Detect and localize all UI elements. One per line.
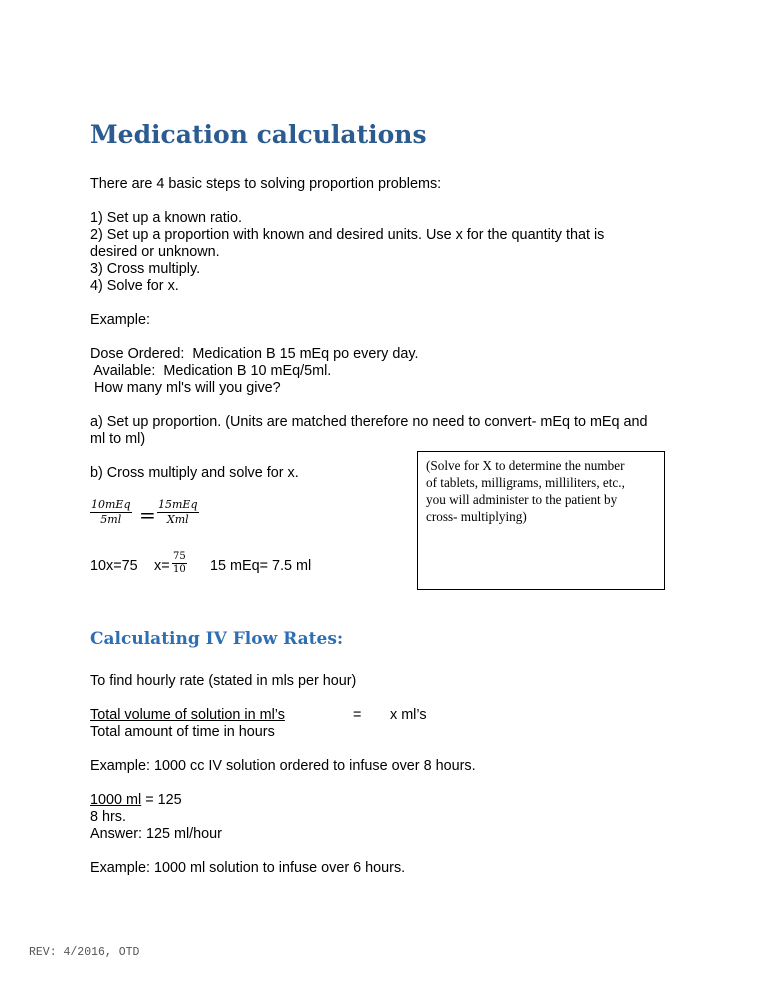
right-numerator: 15mEq: [158, 498, 198, 511]
step-a-line-1: a) Set up proportion. (Units are matched therefore no need to convert- mEq to mEq and: [90, 414, 648, 430]
note-box: [417, 451, 665, 590]
dose-question: How many ml's will you give?: [90, 380, 281, 396]
solution-result: 15 mEq= 7.5 ml: [210, 558, 312, 574]
page-title: Medication calculations: [90, 120, 427, 149]
example-2: Example: 1000 ml solution to infuse over 6 hours.: [90, 860, 406, 876]
calc-volume: 1000 ml: [90, 792, 142, 808]
note-line-1: (Solve for X to determine the number: [426, 458, 625, 473]
x-denominator: 10: [173, 564, 186, 575]
calc-line: [90, 792, 182, 809]
formula-numerator: Total volume of solution in ml’s: [90, 707, 285, 723]
example-1: Example: 1000 cc IV solution ordered to infuse over 8 hours.: [90, 758, 476, 774]
right-denominator: Xml: [166, 513, 189, 526]
calc-answer: Answer: 125 ml/hour: [90, 826, 222, 842]
note-line-3: you will administer to the patient by: [426, 492, 618, 507]
equals-sign: =: [139, 503, 156, 527]
left-numerator: 10mEq: [91, 498, 131, 511]
dose-ordered: Dose Ordered: Medication B 15 mEq po every day.: [90, 346, 419, 362]
step-a-line-2: ml to ml): [90, 431, 146, 447]
note-line-4: cross- multiplying): [426, 509, 527, 524]
calc-hours: 8 hrs.: [90, 809, 126, 825]
cross-multiply-result: 10x=75: [90, 558, 138, 574]
x-fraction: [172, 551, 187, 576]
step-1: 1) Set up a known ratio.: [90, 210, 242, 226]
step-b: b) Cross multiply and solve for x.: [90, 465, 299, 481]
proportion-equation: [90, 498, 210, 534]
left-denominator: 5ml: [100, 513, 122, 526]
intro-text: There are 4 basic steps to solving proportion problems:: [90, 176, 442, 192]
example-label: Example:: [90, 312, 150, 328]
step-2: 2) Set up a proportion with known and desired units. Use x for the quantity that is: [90, 227, 605, 243]
revision-footer: REV: 4/2016, OTD: [29, 946, 140, 959]
left-fraction: [90, 498, 132, 527]
x-equals: x=: [154, 558, 170, 574]
x-numerator: 75: [173, 551, 186, 562]
iv-heading: Calculating IV Flow Rates:: [90, 629, 344, 649]
step-3: 3) Cross multiply.: [90, 261, 201, 277]
formula-equals: =: [353, 707, 362, 723]
formula-result: x ml’s: [390, 707, 427, 723]
calc-rest: = 125: [141, 792, 182, 808]
note-line-2: of tablets, milligrams, milliliters, etc.,: [426, 475, 625, 490]
dose-available: Available: Medication B 10 mEq/5ml.: [90, 363, 332, 379]
step-4: 4) Solve for x.: [90, 278, 179, 294]
step-2-cont: desired or unknown.: [90, 244, 220, 260]
formula-denominator: Total amount of time in hours: [90, 724, 275, 740]
right-fraction: [157, 498, 199, 527]
hourly-rate-text: To find hourly rate (stated in mls per hour): [90, 673, 357, 689]
